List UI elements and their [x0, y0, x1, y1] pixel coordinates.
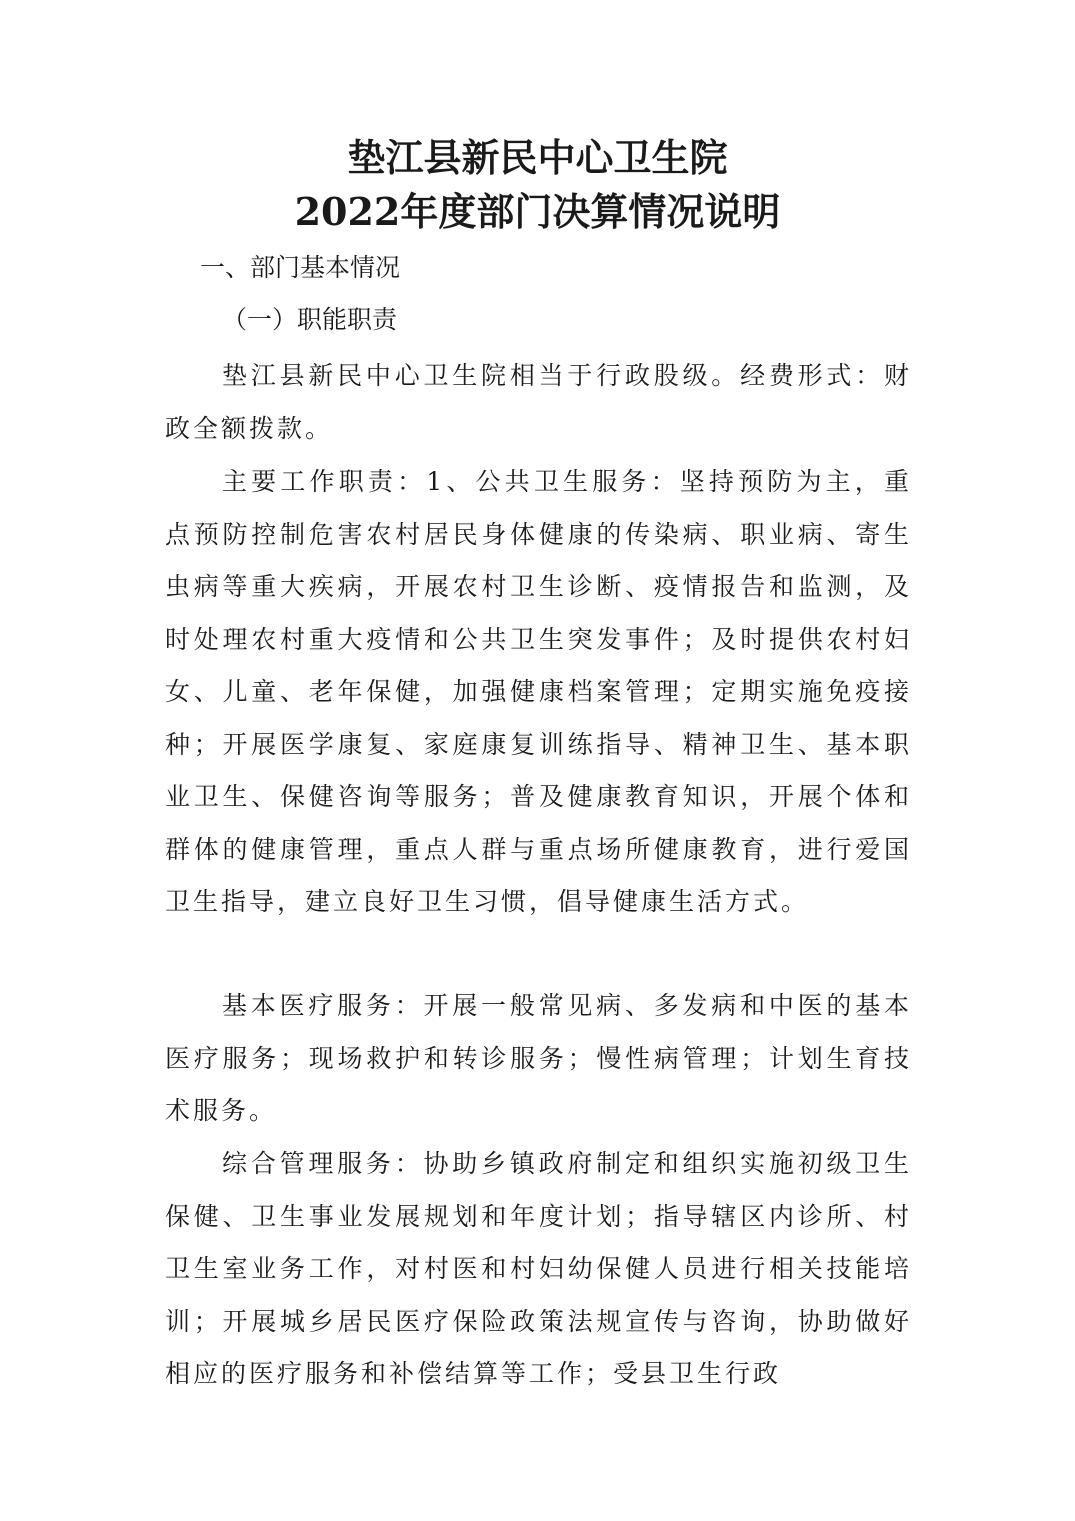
section-heading: 一、部门基本情况 [200, 253, 401, 282]
document-title-line2: 2022年度部门决算情况说明 [294, 189, 781, 234]
document-title-line1: 垫江县新民中心卫生院 [347, 135, 728, 180]
paragraph-funding: 垫江县新民中心卫生院相当于行政股级。经费形式：财政全额拨款。 [165, 361, 912, 443]
paragraph-public-health: 主要工作职责：1、公共卫生服务：坚持预防为主，重点预防控制危害农村居民身体健康的传染病、职业病、寄生虫病等重大疾病，开展农村卫生诊断、疫情报告和监测，及时处理农村重大疫情和公共卫生突发事件；及时提供农村妇女、儿童、老年保健，加强健康档案管理；定期实施免疫接种；开展医学康复、家庭康复训练指导、精神卫生、基本职业卫生、保健咨询等服务；普及健康教育知识，开展个体和群体的健康管理，重点人群与重点场所健康教育，进行爱国卫生指导，建立良好卫生习惯，倡导健康生活方式。 [165, 467, 912, 916]
paragraph-management: 综合管理服务：协助乡镇政府制定和组织实施初级卫生保健、卫生事业发展规划和年度计划；指导辖区内诊所、村卫生室业务工作，对村医和村妇幼保健人员进行相关技能培训；开展城乡居民医疗保险政策法规宣传与咨询，协助做好相应的医疗服务和补偿结算等工作；受县卫生行政 [165, 1149, 912, 1388]
paragraph-basic-medical: 基本医疗服务：开展一般常见病、多发病和中医的基本医疗服务；现场救护和转诊服务；慢性病管理；计划生育技术服务。 [165, 991, 912, 1125]
subsection-heading: （一）职能职责 [222, 305, 398, 334]
